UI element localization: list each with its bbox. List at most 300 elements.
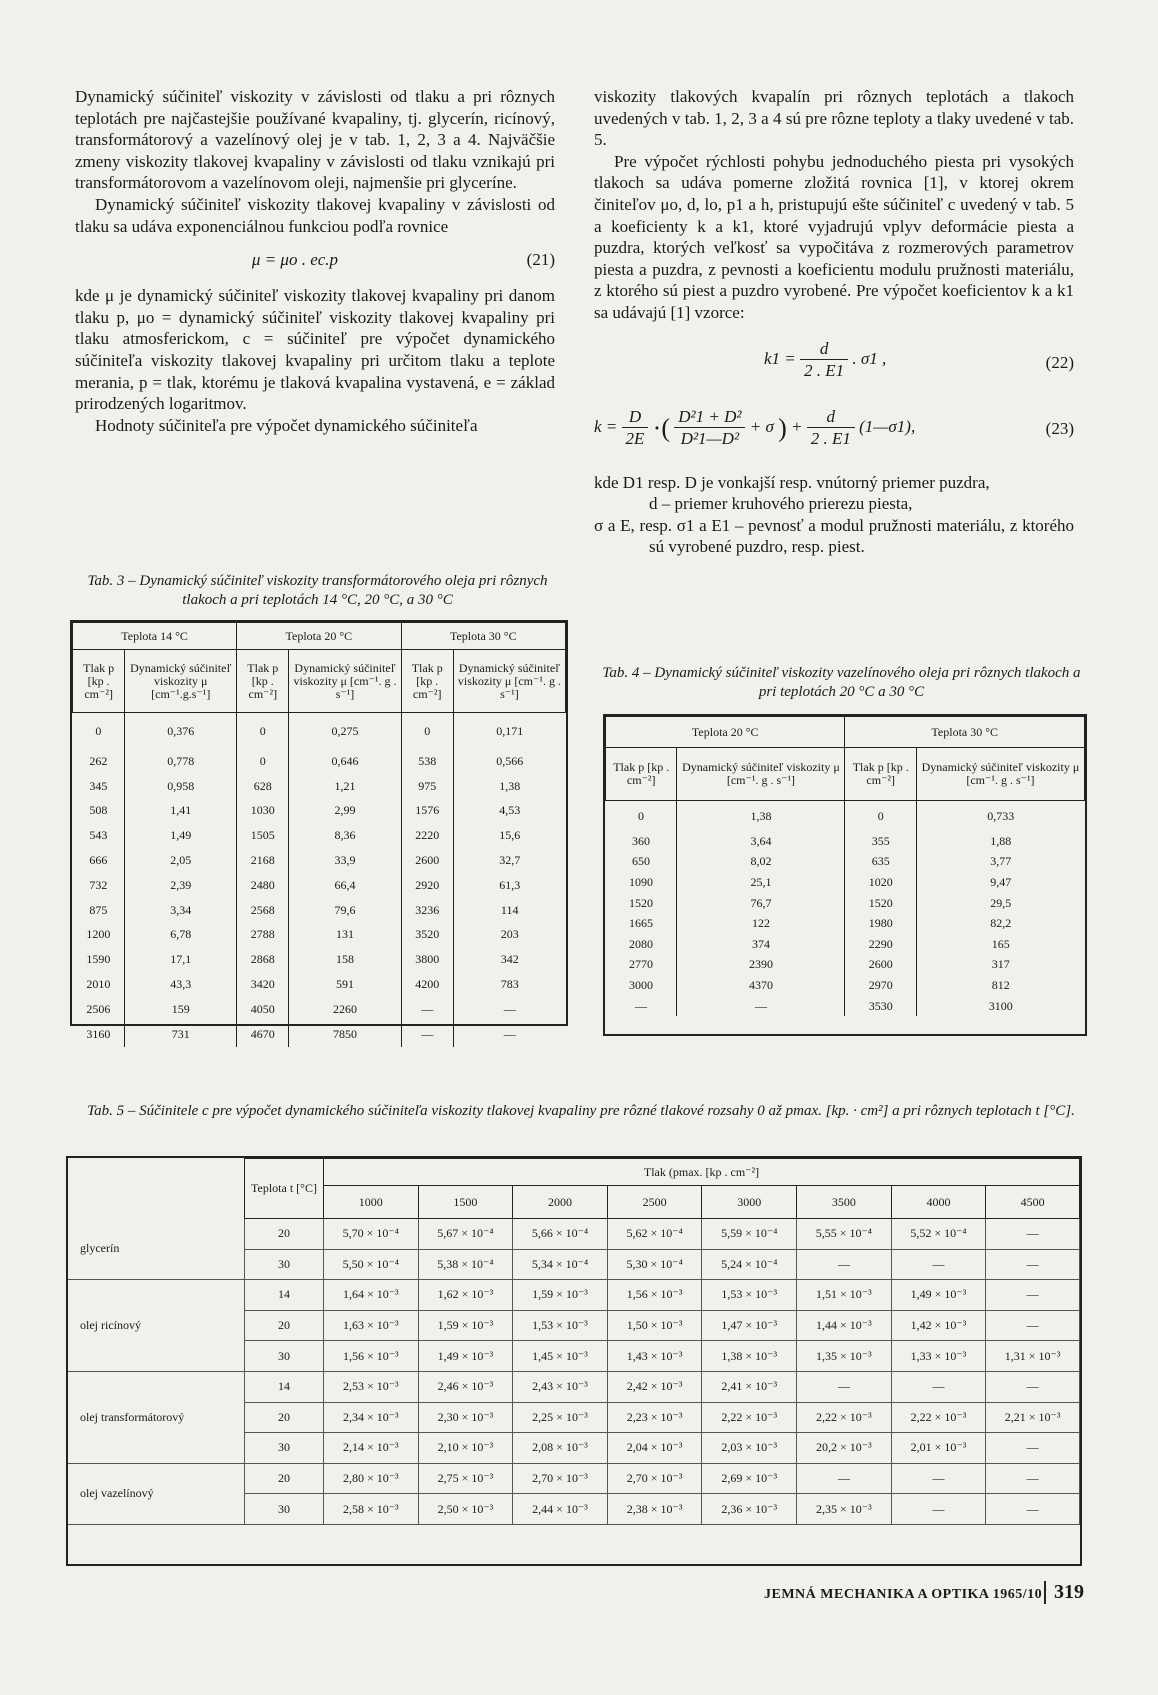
table-cell: 15,6 [453, 823, 565, 848]
coefficient-cell: 2,69 × 10⁻³ [702, 1463, 797, 1494]
coefficient-cell: 1,49 × 10⁻³ [418, 1341, 513, 1372]
table-cell: 2970 [845, 975, 916, 996]
coefficient-cell: — [986, 1433, 1080, 1464]
temperature-cell: 14 [245, 1371, 324, 1402]
paragraph: kde μ je dynamický súčiniteľ viskozity tlakovej kvapaliny pri danom tlaku p, μo = dynamický súčiniteľ viskozity tlakovej kvapaliny pri tlaku atmosferickom, c = súčiniteľ pre výpočet dynamického súčiniteľa viskozity tlakovej kvapaliny pri určitom tlaku a teplote merania, p = tlak, ktorému je tlaková kvapalina vystavená, e = základ prirodzených logaritmov. [75, 286, 555, 414]
table-cell: 0,646 [289, 749, 401, 774]
tab3-subheader: Dynamický súčiniteľ viskozity μ [cm⁻¹.g.s⁻¹] [125, 650, 237, 713]
tab5-temp-header: Teplota t [°C] [245, 1159, 324, 1219]
table-cell: 1020 [845, 872, 916, 893]
table-cell: 3530 [845, 996, 916, 1017]
table-cell: 4200 [401, 972, 453, 997]
coefficient-cell: 2,41 × 10⁻³ [702, 1371, 797, 1402]
fraction [807, 406, 855, 450]
table-cell: 875 [89, 902, 108, 917]
definition: kde D1 resp. D je vonkajší resp. vnútorný priemer puzdra, [594, 472, 990, 492]
table-cell: 1,38 [453, 774, 565, 799]
temperature-cell: 14 [245, 1280, 324, 1311]
table-cell: 7850 [289, 1022, 401, 1047]
table-cell: 29,5 [916, 893, 1084, 914]
table-cell: 783 [453, 972, 565, 997]
paragraph: Pre výpočet rýchlosti pohybu jednoduchého piesta pri vysokých tlakoch sa udáva pomerne zložitá rovnica [1], v ktorej okrem činiteľov μo, d, lo, p1 a h, pristupujú ešte súčiniteľ c uvedený v tab. 5 a koeficienty k a k1, ktoré vyjadrujú vplyv deformácie piesta a puzdra, ktorých veľkosť sa vypočitáva z rozmerových parametrov piesta a puzdra, z pevnosti a koeficientu modulu pružnosti materiálu, z ktorého sú piest a puzdro vyrobené. Pre výpočet koeficientov k a k1 sa udávajú [1] vzorce: [594, 151, 1074, 322]
coefficient-cell: 2,44 × 10⁻³ [513, 1494, 608, 1525]
table-cell: 1520 [845, 893, 916, 914]
page-number: 319 [1044, 1581, 1084, 1604]
coefficient-cell: — [986, 1219, 1080, 1250]
coefficient-cell: 2,50 × 10⁻³ [418, 1494, 513, 1525]
coefficient-cell: 2,75 × 10⁻³ [418, 1463, 513, 1494]
coefficient-cell: 2,35 × 10⁻³ [797, 1494, 892, 1525]
numerator: d [807, 406, 855, 429]
table-cell: 8,02 [677, 852, 845, 873]
tab5-pressure: 2500 [607, 1186, 702, 1219]
coefficient-cell: 5,66 × 10⁻⁴ [513, 1219, 608, 1250]
formula-number: (23) [1045, 418, 1074, 438]
formula-rest: . σ1 , [852, 348, 887, 368]
table-cell: 114 [453, 898, 565, 923]
table-cell: 0,376 [125, 713, 237, 750]
temperature-cell: 20 [245, 1463, 324, 1494]
coefficient-cell: 2,70 × 10⁻³ [607, 1463, 702, 1494]
temperature-cell: 20 [245, 1310, 324, 1341]
table-cell: 2080 [628, 936, 653, 951]
table-row [606, 934, 1085, 955]
table-row [73, 1022, 566, 1047]
table-row [73, 848, 566, 873]
coefficient-cell: 5,30 × 10⁻⁴ [607, 1249, 702, 1280]
tab3-grid [72, 622, 566, 1047]
coefficient-cell: — [891, 1463, 986, 1494]
table-row [606, 872, 1085, 893]
table-cell: 61,3 [453, 873, 565, 898]
paragraph: Hodnoty súčiniteľa pre výpočet dynamického súčiniteľa [95, 415, 478, 435]
denominator: D²1—D² [680, 429, 740, 449]
fraction [800, 338, 848, 382]
fraction [674, 406, 745, 450]
formula-lhs: k = [594, 416, 618, 436]
paragraph: Dynamický súčiniteľ viskozity v závislosti od tlaku a pri rôznych teplotách pre najčastejšie používané kvapaliny, tj. glycerín, ricínový, transformátorový a vazelínový olej je v tab. 1, 2, 3 a 4. Najväčšie zmeny viskozity tlakovej kvapaliny v závislosti od tlaku vznikajú pri transformátorovom a vazelínovom oleji, najmenšie pri glyceríne. [75, 87, 555, 193]
tab5-table [66, 1156, 1082, 1566]
coefficient-cell: 5,55 × 10⁻⁴ [797, 1219, 892, 1250]
table-cell: 0,566 [453, 749, 565, 774]
tab5-pressure: 1000 [324, 1186, 419, 1219]
table-row [73, 972, 566, 997]
coefficient-cell: 2,08 × 10⁻³ [513, 1433, 608, 1464]
table-row [73, 823, 566, 848]
coefficient-cell: 1,56 × 10⁻³ [324, 1341, 419, 1372]
tab5-pressure: 4500 [986, 1186, 1080, 1219]
table-cell: 17,1 [125, 947, 237, 972]
tab5-grid [68, 1158, 1080, 1525]
table-cell: 1,88 [916, 831, 1084, 852]
table-cell: 0 [237, 749, 289, 774]
tab4-subheader: Dynamický súčiniteľ viskozity μ [cm⁻¹. g . s⁻¹] [677, 748, 845, 801]
table-cell: 2868 [237, 947, 289, 972]
table-cell: 628 [237, 774, 289, 799]
numerator: D²1 + D² [674, 406, 745, 429]
table-cell: 158 [289, 947, 401, 972]
table-cell: 3100 [916, 996, 1084, 1017]
table-cell: 1520 [628, 895, 653, 910]
tab5-pressure: 2000 [513, 1186, 608, 1219]
table-cell: 3236 [401, 898, 453, 923]
tab3-subheader: Dynamický súčiniteľ viskozity μ [cm⁻¹. g . s⁻¹] [453, 650, 565, 713]
table-cell: 1,21 [289, 774, 401, 799]
fluid-name: olej vazelínový [68, 1463, 245, 1524]
table-cell: 635 [845, 852, 916, 873]
table-row [606, 996, 1085, 1017]
table-cell: 0,733 [916, 801, 1084, 832]
right-column [594, 86, 1074, 558]
coefficient-cell: 1,33 × 10⁻³ [891, 1341, 986, 1372]
table-cell: 3,34 [125, 898, 237, 923]
coefficient-cell: — [797, 1249, 892, 1280]
coefficient-cell: 1,59 × 10⁻³ [513, 1280, 608, 1311]
definition: σ a E, resp. σ1 a E1 – pevnosť a modul pružnosti materiálu, z ktorého sú vyrobené puzdro, resp. piest. [594, 515, 1074, 557]
coefficient-cell: 2,30 × 10⁻³ [418, 1402, 513, 1433]
table-row [73, 923, 566, 948]
table-cell: 32,7 [453, 848, 565, 873]
table-row [73, 799, 566, 824]
table-row [606, 913, 1085, 934]
fluid-name: olej ricínový [68, 1280, 245, 1372]
coefficient-cell: 2,10 × 10⁻³ [418, 1433, 513, 1464]
table-cell: 0,275 [289, 713, 401, 750]
table-row [73, 749, 566, 774]
table-cell: 1200 [86, 927, 111, 942]
temperature-cell: 30 [245, 1341, 324, 1372]
table-cell: 3000 [628, 977, 653, 992]
table-row [73, 997, 566, 1022]
coefficient-cell: 2,22 × 10⁻³ [891, 1402, 986, 1433]
coefficient-cell: 5,62 × 10⁻⁴ [607, 1219, 702, 1250]
table-cell: — [401, 1022, 453, 1047]
table-cell: 2788 [237, 923, 289, 948]
table-cell: 2,05 [125, 848, 237, 873]
table-cell: — [677, 996, 845, 1017]
tab4-caption: Tab. 4 – Dynamický súčiniteľ viskozity vazelínového oleja pri rôznych tlakoch a pri teplotách 20 °C a 30 °C [602, 665, 1081, 700]
table-cell: 2,39 [125, 873, 237, 898]
table-cell: 66,4 [289, 873, 401, 898]
coefficient-cell: 1,49 × 10⁻³ [891, 1280, 986, 1311]
table-cell: 0 [95, 723, 102, 738]
temperature-cell: 20 [245, 1219, 324, 1250]
coefficient-cell: — [891, 1494, 986, 1525]
formula-rest: (1—σ1), [859, 416, 916, 436]
table-cell: 2568 [237, 898, 289, 923]
table-cell: 0 [637, 808, 644, 823]
tab4-table [603, 714, 1087, 1036]
left-column [75, 86, 555, 436]
coefficient-cell: 2,80 × 10⁻³ [324, 1463, 419, 1494]
table-cell: 650 [631, 854, 650, 869]
formula-number: (22) [1045, 352, 1074, 372]
denominator: 2E [625, 429, 645, 449]
table-cell: 4370 [677, 975, 845, 996]
coefficient-cell: 5,38 × 10⁻⁴ [418, 1249, 513, 1280]
coefficient-cell: 2,25 × 10⁻³ [513, 1402, 608, 1433]
table-cell: 79,6 [289, 898, 401, 923]
table-row [73, 873, 566, 898]
tab3-subheader: Dynamický súčiniteľ viskozity μ [cm⁻¹. g . s⁻¹] [289, 650, 401, 713]
coefficient-cell: 2,34 × 10⁻³ [324, 1402, 419, 1433]
table-cell: 2600 [845, 955, 916, 976]
table-cell: 2,99 [289, 799, 401, 824]
coefficient-cell: 1,44 × 10⁻³ [797, 1310, 892, 1341]
coefficient-cell: 5,70 × 10⁻⁴ [324, 1219, 419, 1250]
table-row [606, 801, 1085, 832]
coefficient-cell: 1,42 × 10⁻³ [891, 1310, 986, 1341]
table-cell: 2600 [401, 848, 453, 873]
table-cell: 538 [401, 749, 453, 774]
coefficient-cell: — [986, 1494, 1080, 1525]
coefficient-cell: 1,31 × 10⁻³ [986, 1341, 1080, 1372]
table-row [606, 831, 1085, 852]
table-row [606, 955, 1085, 976]
table-cell: 3,77 [916, 852, 1084, 873]
table-row [606, 852, 1085, 873]
formula-sigma: + σ [749, 416, 774, 436]
table-cell: 2290 [845, 934, 916, 955]
table-cell: — [634, 998, 647, 1013]
table-row [73, 947, 566, 972]
tab5-pressure-header: Tlak (pmax. [kp . cm⁻²] [324, 1159, 1080, 1186]
paragraph: viskozity tlakových kvapalín pri rôznych teplotách a tlakoch uvedených v tab. 1, 2, 3 a 4 sú pre rôzne teploty a tlaky uvedené v tab. 5. [594, 87, 1074, 150]
tab5-pressure: 1500 [418, 1186, 513, 1219]
formula-21 [75, 243, 555, 279]
table-cell: 666 [89, 853, 108, 868]
coefficient-cell: 1,43 × 10⁻³ [607, 1341, 702, 1372]
coefficient-cell: 1,53 × 10⁻³ [702, 1280, 797, 1311]
table-cell: 76,7 [677, 893, 845, 914]
fluid-name: glycerín [68, 1219, 245, 1280]
formula-22 [594, 332, 1074, 392]
table-cell: 2220 [401, 823, 453, 848]
coefficient-cell: 2,23 × 10⁻³ [607, 1402, 702, 1433]
coefficient-cell: 2,43 × 10⁻³ [513, 1371, 608, 1402]
numerator: d [800, 338, 848, 361]
numerator: D [622, 406, 649, 429]
table-cell: 0,958 [125, 774, 237, 799]
table-cell: 0,778 [125, 749, 237, 774]
tab4-subheader: Dynamický súčiniteľ viskozity μ [cm⁻¹. g . s⁻¹] [916, 748, 1084, 801]
coefficient-cell: 2,53 × 10⁻³ [324, 1371, 419, 1402]
table-cell: 1505 [237, 823, 289, 848]
table-cell: 345 [89, 778, 108, 793]
table-cell: 6,78 [125, 923, 237, 948]
coefficient-cell: 1,38 × 10⁻³ [702, 1341, 797, 1372]
table-cell: 262 [89, 753, 108, 768]
table-cell: — [401, 997, 453, 1022]
table-cell: — [453, 1022, 565, 1047]
tab5-pressure: 4000 [891, 1186, 986, 1219]
table-row [68, 1371, 1080, 1402]
table-cell: 0 [845, 801, 916, 832]
temperature-cell: 30 [245, 1249, 324, 1280]
coefficient-cell: — [986, 1463, 1080, 1494]
denominator: 2 . E1 [810, 429, 851, 449]
definition: d – priemer kruhového prierezu piesta, [649, 494, 913, 514]
journal-footer: JEMNÁ MECHANIKA A OPTIKA 1965/10 [764, 1587, 1043, 1602]
table-cell: 2506 [86, 1001, 111, 1016]
table-cell: 355 [845, 831, 916, 852]
table-cell: 1980 [845, 913, 916, 934]
table-cell: 33,9 [289, 848, 401, 873]
formula-lhs: k1 = [764, 348, 796, 368]
coefficient-cell: 2,70 × 10⁻³ [513, 1463, 608, 1494]
table-cell: 3800 [401, 947, 453, 972]
coefficient-cell: 5,34 × 10⁻⁴ [513, 1249, 608, 1280]
table-cell: 1590 [86, 952, 111, 967]
table-cell: 1,38 [677, 801, 845, 832]
coefficient-cell: 2,38 × 10⁻³ [607, 1494, 702, 1525]
coefficient-cell: — [797, 1463, 892, 1494]
coefficient-cell: 1,63 × 10⁻³ [324, 1310, 419, 1341]
fraction [622, 406, 649, 450]
table-row [73, 713, 566, 750]
table-cell: 4670 [237, 1022, 289, 1047]
tab3-group-header: Teplota 14 °C [73, 623, 237, 650]
coefficient-cell: 2,22 × 10⁻³ [702, 1402, 797, 1433]
formula-23 [594, 396, 1074, 466]
coefficient-cell: 1,56 × 10⁻³ [607, 1280, 702, 1311]
table-cell: 1576 [401, 799, 453, 824]
temperature-cell: 30 [245, 1433, 324, 1464]
coefficient-cell: 5,50 × 10⁻⁴ [324, 1249, 419, 1280]
table-cell: 3160 [86, 1026, 111, 1041]
tab5-corner [68, 1159, 245, 1219]
formula-number: (21) [526, 250, 555, 270]
tab4-subheader: Tlak p [kp . cm⁻²] [606, 748, 677, 801]
table-row [73, 898, 566, 923]
coefficient-cell: 2,58 × 10⁻³ [324, 1494, 419, 1525]
table-cell: 203 [453, 923, 565, 948]
table-row [68, 1219, 1080, 1250]
coefficient-cell: 1,51 × 10⁻³ [797, 1280, 892, 1311]
table-cell: 43,3 [125, 972, 237, 997]
table-row [68, 1463, 1080, 1494]
table-row [68, 1280, 1080, 1311]
formula-plus: + [791, 416, 803, 436]
coefficient-cell: 1,50 × 10⁻³ [607, 1310, 702, 1341]
tab4-group-header: Teplota 30 °C [845, 717, 1085, 748]
table-cell: 543 [89, 828, 108, 843]
table-cell: — [453, 997, 565, 1022]
coefficient-cell: 1,45 × 10⁻³ [513, 1341, 608, 1372]
denominator: 2 . E1 [804, 361, 845, 381]
table-cell: 165 [916, 934, 1084, 955]
coefficient-cell: 2,03 × 10⁻³ [702, 1433, 797, 1464]
coefficient-cell: 2,14 × 10⁻³ [324, 1433, 419, 1464]
table-cell: 591 [289, 972, 401, 997]
coefficient-cell: — [891, 1371, 986, 1402]
table-cell: 374 [677, 934, 845, 955]
coefficient-cell: 5,52 × 10⁻⁴ [891, 1219, 986, 1250]
tab3-subheader: Tlak p [kp . cm⁻²] [73, 650, 125, 713]
coefficient-cell: 1,62 × 10⁻³ [418, 1280, 513, 1311]
coefficient-cell: 1,64 × 10⁻³ [324, 1280, 419, 1311]
table-cell: 1665 [628, 916, 653, 931]
coefficient-cell: 1,59 × 10⁻³ [418, 1310, 513, 1341]
table-cell: 1,49 [125, 823, 237, 848]
table-cell: 2168 [237, 848, 289, 873]
table-cell: 8,36 [289, 823, 401, 848]
table-cell: 0 [237, 713, 289, 750]
temperature-cell: 20 [245, 1402, 324, 1433]
table-cell: 2010 [86, 977, 111, 992]
coefficient-cell: — [891, 1249, 986, 1280]
paren-close: ) [778, 412, 787, 442]
tab5-pressure: 3500 [797, 1186, 892, 1219]
paragraph: Dynamický súčiniteľ viskozity tlakovej kvapaliny v závislosti od tlaku sa udáva exponenciálnou funkciou podľa rovnice [75, 194, 555, 236]
coefficient-cell: — [797, 1371, 892, 1402]
table-cell: 4,53 [453, 799, 565, 824]
table-cell: 317 [916, 955, 1084, 976]
table-row [606, 975, 1085, 996]
coefficient-cell: 2,21 × 10⁻³ [986, 1402, 1080, 1433]
table-cell: 3420 [237, 972, 289, 997]
table-cell: 342 [453, 947, 565, 972]
tab4-group-header: Teplota 20 °C [606, 717, 845, 748]
table-cell: 2390 [677, 955, 845, 976]
coefficient-cell: — [986, 1280, 1080, 1311]
coefficient-cell: 2,22 × 10⁻³ [797, 1402, 892, 1433]
fluid-name: olej transformátorový [68, 1371, 245, 1463]
coefficient-cell: 2,04 × 10⁻³ [607, 1433, 702, 1464]
table-cell: 812 [916, 975, 1084, 996]
table-cell: 2480 [237, 873, 289, 898]
coefficient-cell: 5,24 × 10⁻⁴ [702, 1249, 797, 1280]
table-cell: 2260 [289, 997, 401, 1022]
coefficient-cell: — [986, 1310, 1080, 1341]
coefficient-cell: — [986, 1249, 1080, 1280]
tab4-grid [605, 716, 1085, 1016]
table-cell: 131 [289, 923, 401, 948]
table-cell: 731 [125, 1022, 237, 1047]
tab5-caption: Tab. 5 – Súčinitele c pre výpočet dynamického súčiniteľa viskozity tlakovej kvapaliny pre rôzné tlakové rozsahy 0 až pmax. [kp. · cm²] a pri rôznych teplotach t [°C]. [87, 1103, 1075, 1119]
table-cell: 3520 [401, 923, 453, 948]
coefficient-cell: 2,42 × 10⁻³ [607, 1371, 702, 1402]
tab3-subheader: Tlak p [kp . cm⁻²] [237, 650, 289, 713]
table-cell: 360 [631, 833, 650, 848]
coefficient-cell: 5,59 × 10⁻⁴ [702, 1219, 797, 1250]
table-cell: 25,1 [677, 872, 845, 893]
table-cell: 3,64 [677, 831, 845, 852]
temperature-cell: 30 [245, 1494, 324, 1525]
tab3-caption: Tab. 3 – Dynamický súčiniteľ viskozity transformátorového oleja pri rôznych tlakoch a pri teplotách 14 °C, 20 °C, a 30 °C [87, 573, 548, 608]
tab3-group-header: Teplota 30 °C [401, 623, 565, 650]
paren-open: ·( [652, 412, 670, 442]
table-cell: 82,2 [916, 913, 1084, 934]
table-cell: 9,47 [916, 872, 1084, 893]
coefficient-cell: 20,2 × 10⁻³ [797, 1433, 892, 1464]
tab5-pressure: 3000 [702, 1186, 797, 1219]
table-cell: 159 [125, 997, 237, 1022]
table-row [73, 774, 566, 799]
table-cell: 1090 [628, 874, 653, 889]
coefficient-cell: 2,01 × 10⁻³ [891, 1433, 986, 1464]
formula-expression: μ = μo . ec.p [251, 250, 339, 270]
table-cell: 0,171 [453, 713, 565, 750]
tab4-subheader: Tlak p [kp . cm⁻²] [845, 748, 916, 801]
coefficient-cell: 1,47 × 10⁻³ [702, 1310, 797, 1341]
table-row [606, 893, 1085, 914]
coefficient-cell: — [986, 1371, 1080, 1402]
tab3-group-header: Teplota 20 °C [237, 623, 401, 650]
coefficient-cell: 2,36 × 10⁻³ [702, 1494, 797, 1525]
table-cell: 2920 [401, 873, 453, 898]
coefficient-cell: 2,46 × 10⁻³ [418, 1371, 513, 1402]
